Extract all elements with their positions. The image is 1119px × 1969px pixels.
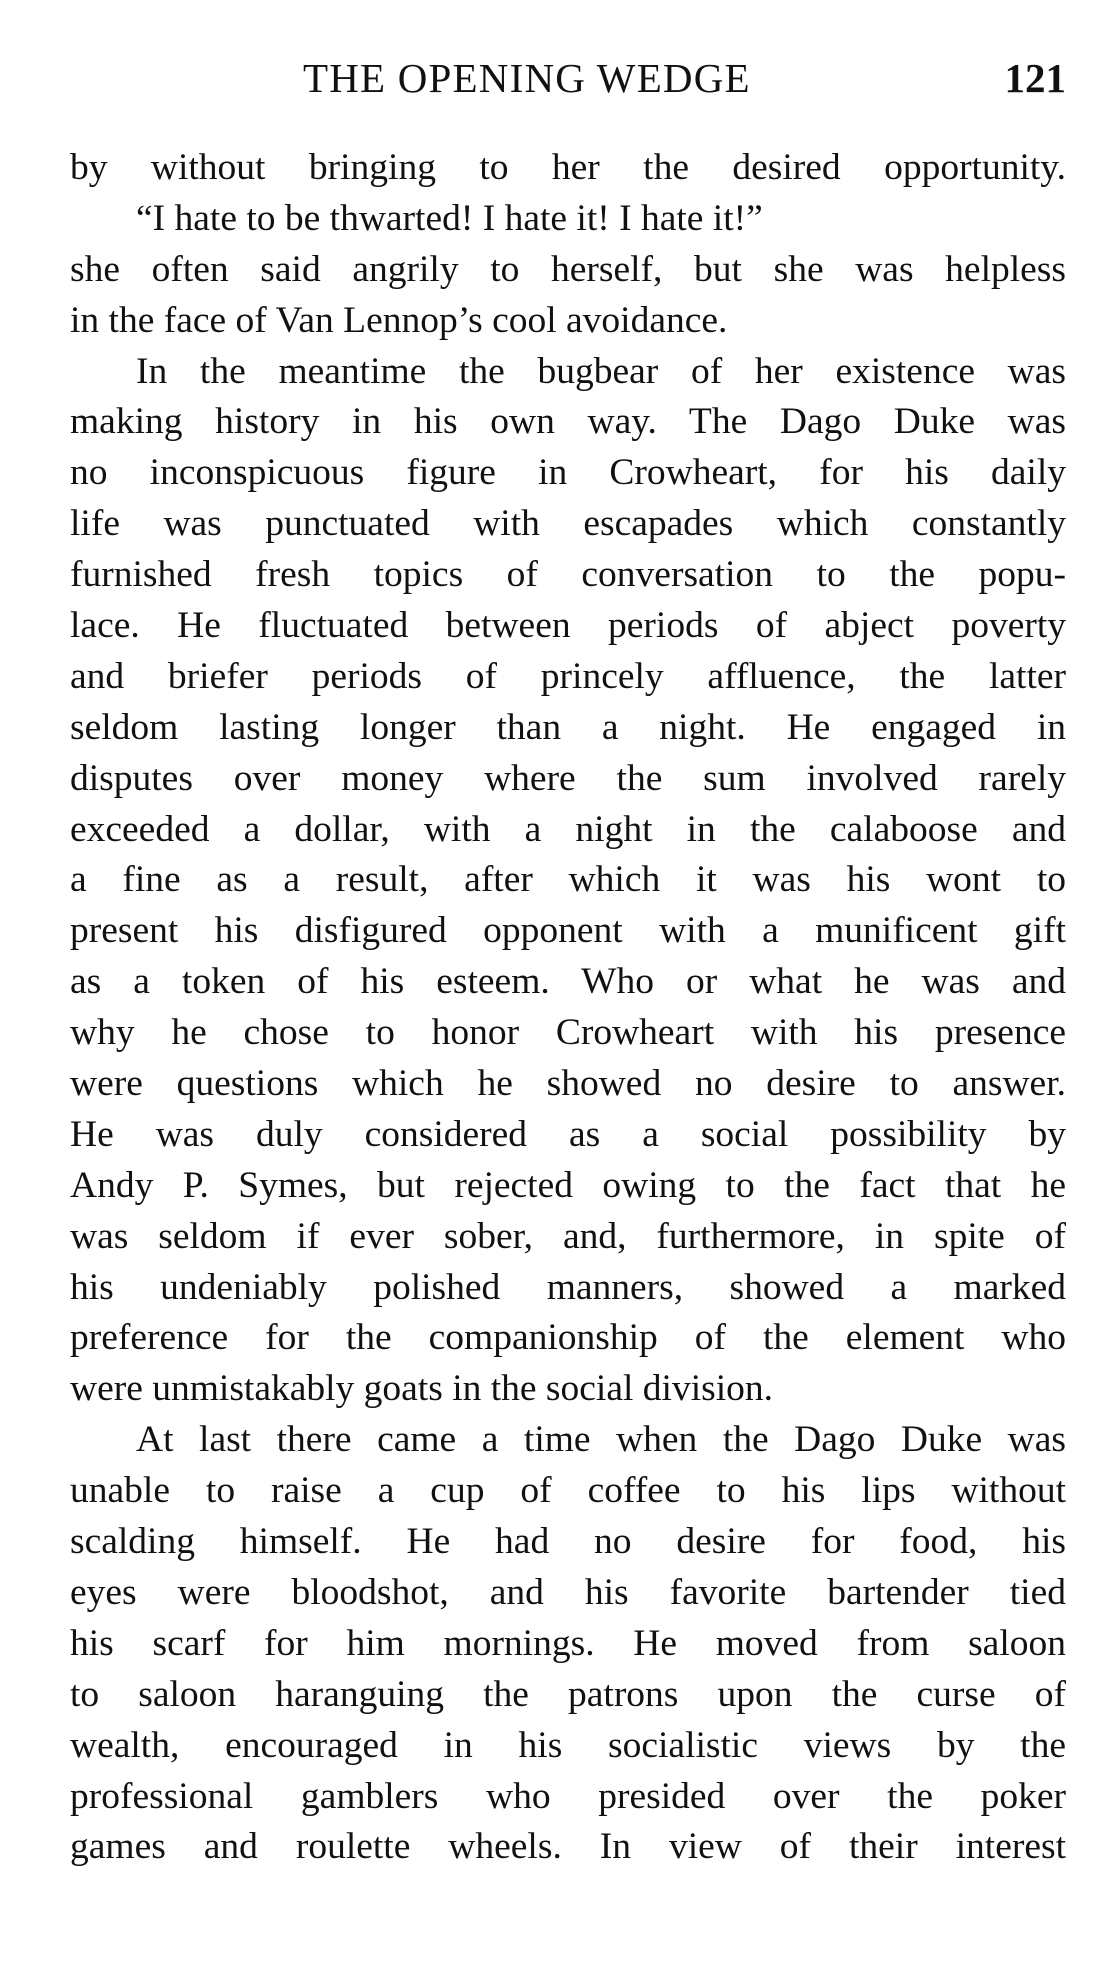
text-line: to saloon haranguing the patrons upon the curse of bbox=[70, 1673, 1066, 1715]
text-line: lace. He fluctuated between periods of abject poverty bbox=[70, 605, 1066, 647]
running-title: THE OPENING WEDGE bbox=[303, 55, 751, 101]
text-line: no inconspicuous figure in Crowheart, for his daily bbox=[70, 452, 1066, 494]
body-text bbox=[70, 143, 1066, 1873]
text-line: in the face of Van Lennop’s cool avoidance. bbox=[70, 299, 728, 341]
text-line: scalding himself. He had no desire for food, his bbox=[70, 1521, 1066, 1563]
text-line: furnished fresh topics of conversation to the popu- bbox=[70, 554, 1066, 596]
text-line: Andy P. Symes, but rejected owing to the fact that he bbox=[70, 1164, 1066, 1206]
text-line: by without bringing to her the desired opportunity. bbox=[70, 147, 1066, 188]
text-line: life was punctuated with escapades which constantly bbox=[70, 503, 1066, 545]
text-line: seldom lasting longer than a night. He engaged in bbox=[70, 706, 1066, 748]
text-line: unable to raise a cup of coffee to his lips without bbox=[70, 1470, 1066, 1512]
text-line: as a token of his esteem. Who or what he was and bbox=[70, 961, 1066, 1003]
text-line: making history in his own way. The Dago Duke was bbox=[70, 401, 1066, 443]
text-line: present his disfigured opponent with a munificent gift bbox=[70, 910, 1066, 952]
text-line: his undeniably polished manners, showed a marked bbox=[70, 1266, 1066, 1308]
text-line: were unmistakably goats in the social division. bbox=[70, 1368, 773, 1410]
text-line: wealth, encouraged in his socialistic views by the bbox=[70, 1724, 1066, 1766]
text-line: disputes over money where the sum involved rarely bbox=[70, 757, 1066, 799]
text-line: a fine as a result, after which it was his wont to bbox=[70, 859, 1066, 901]
page-header bbox=[0, 52, 1119, 112]
text-line: and briefer periods of princely affluence, the latter bbox=[70, 655, 1066, 697]
text-line: eyes were bloodshot, and his favorite bartender tied bbox=[70, 1571, 1066, 1613]
text-line: was seldom if ever sober, and, furthermore, in spite of bbox=[70, 1215, 1066, 1257]
text-line: At last there came a time when the Dago Duke was bbox=[136, 1419, 1066, 1461]
page-number: 121 bbox=[1004, 55, 1066, 101]
text-line: “I hate to be thwarted! I hate it! I hate it!” bbox=[136, 197, 763, 239]
text-line: why he chose to honor Crowheart with his presence bbox=[70, 1012, 1066, 1054]
text-line: were questions which he showed no desire to answer. bbox=[70, 1063, 1066, 1105]
text-line: exceeded a dollar, with a night in the calaboose and bbox=[70, 808, 1066, 850]
text-line: games and roulette wheels. In view of their interest bbox=[70, 1826, 1066, 1868]
text-line: In the meantime the bugbear of her existence was bbox=[136, 350, 1066, 392]
text-line: she often said angrily to herself, but she was helpless bbox=[70, 248, 1066, 290]
text-line: He was duly considered as a social possibility by bbox=[70, 1113, 1066, 1155]
text-line: professional gamblers who presided over the poker bbox=[70, 1775, 1066, 1817]
text-line: preference for the companionship of the element who bbox=[70, 1317, 1066, 1359]
text-line: his scarf for him mornings. He moved from saloon bbox=[70, 1622, 1066, 1664]
